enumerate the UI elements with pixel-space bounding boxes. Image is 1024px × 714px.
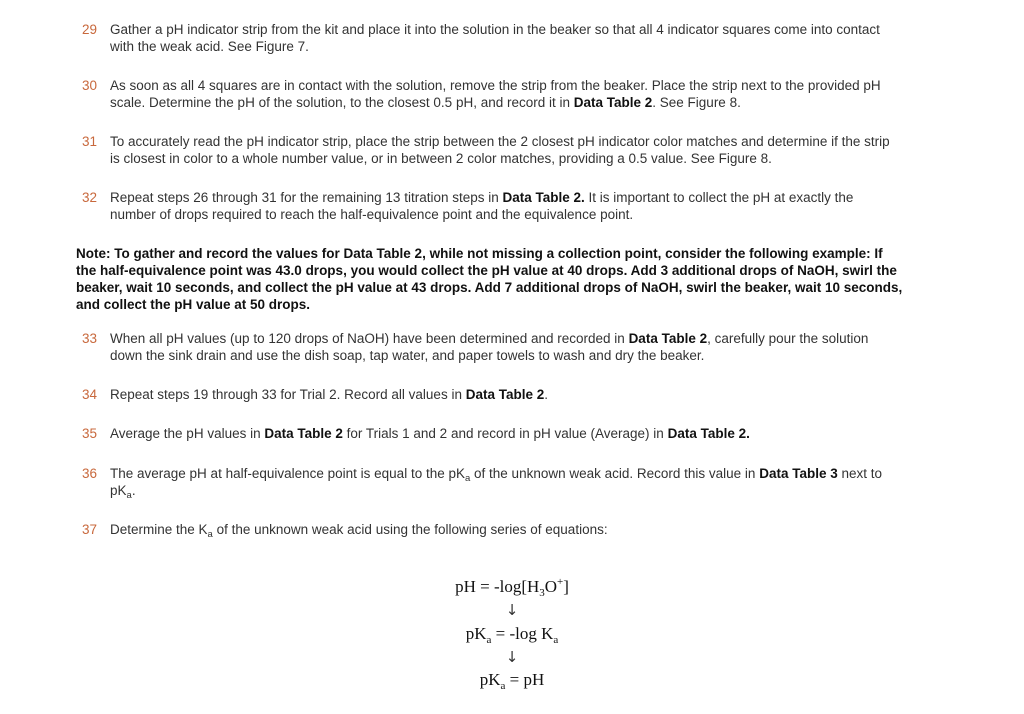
step-text bbox=[110, 386, 900, 403]
eq3-lhs-sub: a bbox=[500, 680, 506, 692]
eq2-lhs: pK bbox=[465, 624, 487, 643]
step-text bbox=[110, 189, 900, 223]
text-run: of the unknown weak acid using the following series of equations: bbox=[212, 522, 608, 537]
step-text bbox=[110, 425, 900, 442]
eq1-lhs: pH bbox=[455, 577, 476, 596]
bold-reference: Data Table 3 bbox=[759, 466, 838, 481]
text-run: As soon as all 4 squares are in contact with the solution, remove the strip from the beaker. Place the strip next to the provided pH scale. Determine the pH of the solution, to the closest 0.5 pH, and record it in bbox=[110, 78, 881, 110]
eq1-equals: = bbox=[480, 577, 490, 596]
eq1-mid: O bbox=[544, 577, 558, 596]
subscript: a bbox=[207, 529, 213, 540]
eq2-rhs: -log K bbox=[509, 624, 554, 643]
text-run: Determine the K bbox=[110, 522, 208, 537]
bold-reference: Data Table 2. bbox=[667, 426, 750, 441]
down-arrow-icon: ↓ bbox=[505, 601, 519, 619]
subscript: a bbox=[126, 490, 132, 501]
step-number: 32 bbox=[82, 190, 98, 205]
subscript: a bbox=[464, 473, 471, 484]
text-run: . See Figure 8. bbox=[652, 95, 741, 110]
eq3-equals: = bbox=[509, 670, 520, 689]
step-number: 35 bbox=[82, 426, 98, 441]
text-run: Gather a pH indicator strip from the kit and place it into the solution in the beaker so that all 4 indicator squares come into contact with the weak acid. See Figure 7. bbox=[110, 22, 880, 54]
eq2-rhs-sub: a bbox=[553, 634, 559, 646]
step-text bbox=[110, 77, 900, 111]
step-number: 36 bbox=[82, 466, 98, 481]
step-text bbox=[110, 465, 900, 499]
bold-reference: Data Table 2. bbox=[502, 190, 585, 205]
step-text bbox=[110, 330, 900, 364]
text-run: Average the pH values in bbox=[110, 426, 265, 441]
equation-ph bbox=[0, 577, 1024, 597]
step-number: 30 bbox=[82, 78, 98, 93]
eq1-sup: + bbox=[557, 576, 564, 588]
step-text bbox=[110, 521, 900, 538]
text-run: To accurately read the pH indicator strip, place the strip between the 2 closest pH indicator color matches and determine if the strip is closest in color to a whole number value, or in between 2 color matches, providing a 0.5 value. See Figure 8. bbox=[110, 134, 890, 166]
equation-pka-ph bbox=[0, 670, 1024, 690]
text-run: It is important to collect the pH at exactly the number of drops required to reach the half-equivalence point and the equivalence point. bbox=[110, 190, 854, 222]
text-run: for Trials 1 and 2 and record in pH value (Average) in bbox=[342, 426, 668, 441]
eq2-equals: = bbox=[495, 624, 506, 643]
down-arrow-icon: ↓ bbox=[505, 648, 519, 666]
step-text bbox=[110, 133, 900, 167]
step-number: 29 bbox=[82, 22, 98, 37]
text-run: . bbox=[544, 387, 548, 402]
eq1-end: ] bbox=[563, 577, 569, 596]
step-number: 37 bbox=[82, 522, 98, 537]
text-run: , carefully pour the solution down the sink drain and use the dish soap, tap water, and paper towels to wash and dry the beaker. bbox=[110, 331, 869, 363]
text-run: Repeat steps 19 through 33 for Trial 2. Record all values in bbox=[110, 387, 466, 402]
note-paragraph: Note: To gather and record the values for Data Table 2, while not missing a collection point, consider the following example: If the half-equivalence point was 43.0 drops, you would collect the pH value at 40 drops. Add 3 additional drops of NaOH, swirl the beaker, wait 10 seconds, and collect the pH value at 43 drops. Add 7 additional drops of NaOH, swirl the beaker, wait 10 seconds, and collect the pH value at 50 drops. bbox=[76, 246, 903, 312]
bold-reference: Data Table 2 bbox=[573, 95, 653, 110]
step-number: 33 bbox=[82, 331, 98, 346]
eq1-sub: 3 bbox=[539, 587, 545, 599]
eq3-lhs: pK bbox=[479, 670, 501, 689]
step-number: 34 bbox=[82, 387, 98, 402]
bold-reference: Data Table 2 bbox=[628, 331, 708, 346]
eq2-lhs-sub: a bbox=[486, 634, 492, 646]
bold-reference: Data Table 2 bbox=[465, 387, 545, 402]
bold-reference: Data Table 2 bbox=[264, 426, 343, 441]
step-number: 31 bbox=[82, 134, 98, 149]
text-run: . bbox=[131, 483, 136, 498]
text-run: of the unknown weak acid. Record this value in bbox=[470, 466, 760, 481]
equation-pka bbox=[0, 624, 1024, 644]
text-run: When all pH values (up to 120 drops of NaOH) have been determined and recorded in bbox=[110, 331, 629, 346]
text-run: Repeat steps 26 through 31 for the remaining 13 titration steps in bbox=[110, 190, 503, 205]
text-run: The average pH at half-equivalence point is equal to the pK bbox=[110, 466, 465, 481]
step-text bbox=[110, 21, 900, 55]
eq1-rhs-prefix: -log[H bbox=[493, 577, 540, 596]
eq3-rhs: pH bbox=[523, 670, 545, 689]
text-run: next to pK bbox=[110, 466, 883, 498]
